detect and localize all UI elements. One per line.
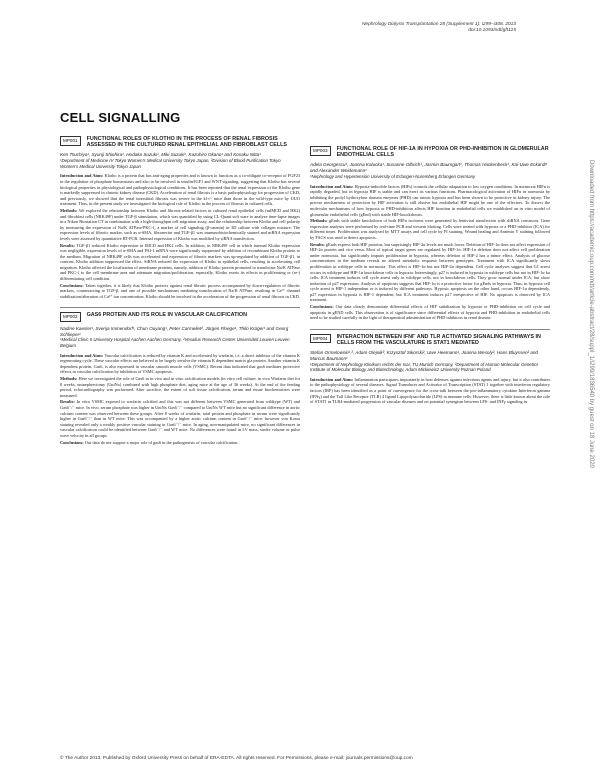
abstract-title: FUNCTIONAL ROLES OF KLOTHO IN THE PROCESS OF RENAL FIBROSIS ASSESSED IN THE CULTURED RENAL EPITHELIAL AND FIBROBLAST CELLS [86,136,288,149]
paragraph-label: Conclusions: [60,439,84,445]
abstract-mp002 [60,312,300,445]
abstract-affiliations: ¹Department of Medicine IV Tokyo Women's Medical University Tokyo Japan, ²Division of Blood Purification Tokyo Women's Medical University Tokyo Japan [60,158,281,169]
paragraph-text: gEnds with stable knockdown of both HIFα isoforms were generated by lentiviral transfection with shRNA constructs. Gene expression analyses were performed by real-time PCR and western blotting. Cells were treated with hypoxia or a PHD-inhibitor (ICA) for different times. Proliferation was analysed by MTT assays and cell cycle by FI staining. Wound healing and Annexin V staining followed by FACS was used to detect apoptosis. [310,218,550,240]
abstract-paragraph [310,242,550,304]
abstract-paragraph [310,377,550,405]
left-column [60,136,300,453]
abstract-paragraph [60,173,300,207]
paragraph-label: Results: [60,399,75,405]
journal-doi: doi:10.1093/ndt/gft125 [468,28,516,33]
paragraph-text: TGF-β1 reduced Klotho expression in IMCD and HK2 cells. In addition, in NRK49F cell in which internal Klotho expression was negligible, expression levels of α-SMA and PAI-1 mRNA were significantly suppressed by addition of recombinant Klotho protein to the medium. Migration of NRK49F cells was accelerated and expression of fibrotic markers was up-regulated by addition of TGF-β1, in contrast, Klotho addition suppressed the effect. SiRNA reduced the expression of Klotho in epithelial cells, resulting in accelerating cell migration. Klotho affected the localization of membrane proteins, namely, addition of Klotho protein promoted to translocate Na/K ATPase and PKC-ζ to the cell membrane area and attenuate migration/proliferation, especially, Klotho exerts its effects in proliferating or (re-) differentiating cell condition. [60,242,300,282]
divider [60,307,300,308]
paragraph-label: Results: [60,242,75,248]
abstract-title: FUNCTIONAL ROLE OF HIF-1Α IN HYPOXIA OR PHD-INHIBITION IN GLOMERULAR ENDOTHELIAL CELLS [336,146,549,159]
paragraph-label: Methods: [60,376,78,381]
paragraph-label: Conclusions: [310,304,334,310]
paragraph-text: Here we investigated the role of Gas6 in in vivo and in vitro calcification models (in vitro cell culture; in vivo Warfarin diet for 8 weeks, uninephrectomy (UniNx) combined with high phosphate diet, aging mice at the age of 36 weeks). At the end of the feeding period, echocardiography was performed. After sacrifice, the extent of soft tissue calcification, serum and tissue biochemistries were measured. [60,376,301,398]
paragraph-text: Inflammation participates importantly in host defenses against infectious agents and injury, but it also contributes to the pathophysiology of several diseases. Signal Transducer and Activator of Transcription (STAT) 1 together with interferon regulatory factors (IRF) has been identified as a point of convergence for the cross-talk between the pro-inflammatory cytokine Interferon gamma (IFNγ) and the Toll Like Receptor (TLR) 4 ligand Lipopolysaccharide (LPS) in immune cells. However, there is little known about the role of STAT1 in TLR4-mediated progression of vascular diseases and on potential synergism between LPS- and INFγ signaling in [310,376,551,405]
abstract-paragraph [60,208,300,242]
abstract-authors: Stefan Ormelowski¹,², Adam Olejnik², Krzysztof Sikorski², Uwe Heemann¹, Joanna Wesoly², Hans Bluyssen² and Marcus Baumann¹ [310,350,538,361]
paragraph-label: Results: [310,241,325,247]
divider [310,329,550,330]
abstract-authors: Nadine Kaesler¹, Svenja Immendorf¹, Chun Ouyang¹, Peter Carmeliet², Jürgen Floege¹, Thilo Krüger¹ and Georg Schlieper¹ [60,325,289,337]
abstract-header [310,146,550,158]
paragraph-label: Methods: [310,218,328,224]
abstract-id: MP004 [310,334,331,344]
abstract-authors: Adela Georgescu¹, Joanna Kalucka¹, Susanne Olbrich¹, Jasmin Baumgart¹, Thomas Hackenbeck¹, Kai-Uwe Eckardt¹ and Alexander Weidemann¹ [310,162,548,174]
download-watermark: Downloaded from https://academic.oup.com/ndt/article-abstract/28/suppl_1/i299/1836540 by guest on 18 June 2020 [588,160,594,468]
abstract-mp003 [310,146,550,321]
abstract-paragraph [60,440,300,446]
copyright-footer: © The Author 2013. Published by Oxford University Press on behalf of ERA-EDTA. All rights reserved. For Permissions, please e-mail: journals.permissions@oup.com [60,756,413,761]
abstract-authors: Ken Tsuchiya¹, Syunji Shiohira¹, Hodaka Suzuki¹, Miki Suzuki¹, Kazuhiro Okano¹ and Kosaku Nitta¹ [60,152,261,158]
paragraph-text: Klotho is a protein that has anti-aging properties and is known to function as a co-obligate co-receptor of FGF23 in the regulation of phosphate homeostasis and also to be involved in insulin/IGF1 and WNT signaling, suggesting that Klotho has several biological properties in physiological and pathophysiological conditions. It has been reported that the renal expression of the Klotho gene is markedly suppressed in chronic kidney disease (CKD). Acceleration of renal fibrosis is a basic pathophysiology for progression of CKD, and previously, we showed that the renal interstitial fibrosis was severe in the kl+/- mice than those in the wild-type mice by UUO treatment. Thus, in the present study we investigated the biological role of Klotho in the process of fibrosis in cultured cells. [60,173,300,207]
paragraph-text: gEnds express both HIF proteins, but surprisingly HIF-2α levels are much lower. Deletion of HIF-1α does not affect expression of HIF-2α protein and vice versa. Most of typical target genes are regulated by HIF-1α. HIF-1α deletion does not affect cell proliferation under normoxia, but significantly impairs proliferation in hypoxia, whereas deletion of HIF-2 has a minor effect. Analysis of glucose concentrations in the medium reveals no altered metabolic response between genotypes. Treatment with ICA significantly slows proliferation in wildtype cells in normoxia. This effect is HIF-1α but not HIF-2α dependent. Cell cycle analyses suggest that G1 arrest occurs in wildtype and HIF-1α knockdown cells in hypoxia. Interestingly, p27 is induced in hypoxia in wildtype cells but not in HIF-1α ko cells. ICA treatment induces cell cycle arrest only in wildtype cells, not in knockdown cells. They grow normal under ICA, but show induction of p27 expression. Analysis of apoptosis suggests that HIF-1α is a protective factor for gEnds in hypoxia. Thus, in hypoxia cell cycle arrest is HIF-1 independent or is induced by different pathways. Hypoxic apoptosis on the other hand, occurs HIF-1α dependently. p27 expression in hypoxia is HIF-1 dependent, but ICA treatment induces p27 irrespective of HIF. No apoptosis is observed by ICA treatment. [310,241,550,303]
abstract-paragraph [310,184,550,218]
abstract-mp004 [310,334,550,405]
paragraph-text: Our data do not support a major role of gas6 in the pathogenesis of vascular calcification. [84,439,239,445]
abstract-paragraph [310,218,550,240]
section-title: CELL SIGNALLING [60,110,181,125]
abstract-id: MP003 [310,146,331,156]
abstract-paragraph [60,243,300,282]
paragraph-text: Our data clearly demonstrate differential effects of HIF stabilization by hypoxia or PHD-inhibition on cell cycle and apoptosis in gEND cells. This observation is of significance since differential effects of hypoxia and PHD-inhibition in endothelial cells need to be studied carefully in the light of therapeutical administration of PHD inhibitors in renal disease. [310,304,550,321]
abstract-affiliations: ¹Medical Clinic II University Hospital Aachen Aachen Germany, ²Vesalius Research Center Universiteit Leuven Leuven Belgium [60,337,290,349]
abstract-paragraph [60,376,300,398]
paragraph-label: Introduction and Aims: [310,376,354,382]
paragraph-text: Vascular calcification is reduced by vitamin K and accelerated by warfarin, i.e. a direct inhibitor of the vitamin K regenerating cycle. These vascular effects are believed to be largely involve the vitamin K dependent matrix gla protein. Another vitamin K dependent protein, Gas6, is also expressed in vascular smooth muscle cells (VSMC). Recent data indicated that gas6 mediates protective effects in vascular calcification by inhibition of VSMC apoptosis. [60,352,300,375]
abstract-header [60,312,300,322]
abstract-paragraph [60,353,300,375]
paragraph-text: Hypoxia-inducible factors (HIFs) controls the cellular adaptation to low oxygen conditions. In normoxia HIFα is rapidly degraded, but in hypoxia HIF is stable and can exert its various functions. Pharmacological activation of HIFα in normoxia by inhibiting the prolyl hydroxylase domain enzymes (PHD) can mimic hypoxia and has been shown to be protective in kidney injury. The precise mechanisms of protection by HIF activation is still elusive but endothelial HIF might be one of the effectors. To dissect the molecular mechanisms of how hypoxia or PHD-inhibition affects HIF function in endothelial cells we established an in vitro model of glomerular endothelial cells (gEnd) with stable HIF-knockdowns. [310,183,551,217]
paragraph-text: Taken together, it is likely that Klotho protects against renal fibrotic process accompanied by down-regulation of fibrotic markers, counteracting to TGF-β, and one of possible mechanisms mediating translocation of Na/K ATPase, resulting in Ca²⁺ channel stabilization/alteration of Ca²⁺ ion concentration. Klotho should be involved in the acceleration of the progression of renal fibrosis in CKD. [60,282,300,299]
journal-citation: Nephrology Dialysis Transplantation 28 (Supplement 1): i299–i308, 2013 [361,22,516,27]
abstract-id: MP002 [60,312,81,322]
abstract-header [310,334,550,346]
paragraph-text: We explored the relationship between Klotho and fibrosis-related factors in cultured renal epithelial cells (mIMCD and HK2) and fibroblast cells (NRK49F) under TGF-β stimulation, which was quantified by using CL-Quant soft ware to analyze time-lapse images in a Nikon Biostation CT in combination with a high-throughput cell migration assay, and the relationship between Klotho and cell polarity by measuring the expression of Na/K ATPase/PKC-ζ, a marker of cell signaling (β-catenin) in 3D culture with collagen mixture. The expression levels of fibrotic marker, such as α-SMA, fibronectin and TGF-β1 was immunohistochemically stained and mRNA expression levels were assessed by quantitative RT-PCR. Internal expression of Klotho was modified by siRNA transfection. [60,207,301,241]
abstract-paragraph [60,283,300,300]
paragraph-label: Introduction and Aims: [310,183,354,189]
journal-header [362,22,516,34]
abstract-paragraph [310,304,550,321]
abstract-affiliations: ¹Nephrology and Hypertension University of Erlangen-Nuremberg Erlangen Germany [310,174,476,179]
abstract-id: MP001 [60,136,81,146]
paragraph-text: In vitro VSMC exposed to warfarin calcified and this was not different between VSMC generated from wildtype (WT) and Gas6⁻/⁻ mice. In vivo, serum phosphate was higher in UniNx Gas6⁻/⁻ compared to UniNx WT mice but no significant difference in aortic calcium content was observed between these groups. After 8 weeks of warfarin, total protein and phosphate in serum were significantly higher in Gas6⁻/⁻ than in WT mice. This was accompanied by a higher aortic calcium content in Gas6⁻/⁻ mice, however von Kossa staining revealed only a weakly positive vascular staining in Gas6⁻/⁻ mice. In aging, non-manipulated mice, no significant differences in vascular calcification could be identified between Gas6⁻/⁻ and WT mice. No differences were found in LV mass, stroke volume or pulse wave velocity in all groups. [60,399,300,438]
right-column [310,146,550,413]
abstract-mp001 [60,136,300,299]
paragraph-label: Introduction and Aims: [60,352,104,358]
abstract-header [60,136,300,148]
abstract-title: GAS6 PROTEIN AND ITS ROLE IN VASCULAR CALCIFICATION [86,312,247,319]
paragraph-label: Conclusions: [60,282,84,288]
paragraph-label: Methods: [60,207,78,213]
paragraph-label: Introduction and Aims: [60,173,104,179]
abstract-paragraph [60,399,300,438]
abstract-affiliations: ¹Department of Nephrology Klinikum rechts der Isar, TU Munich Germany, ²Department of Human Molecular Genetics Institute of Molecular Biology and Biotechnology, Adam Mickiewicz University Poznan Poland [310,361,539,373]
abstract-title: INTERACTION BETWEEN IFNΓ AND TLR ACTIVATED SIGNALING PATHWAYS IN CELLS FROM THE VASCULATURE IS STAT1 MEDIATED [336,333,541,346]
